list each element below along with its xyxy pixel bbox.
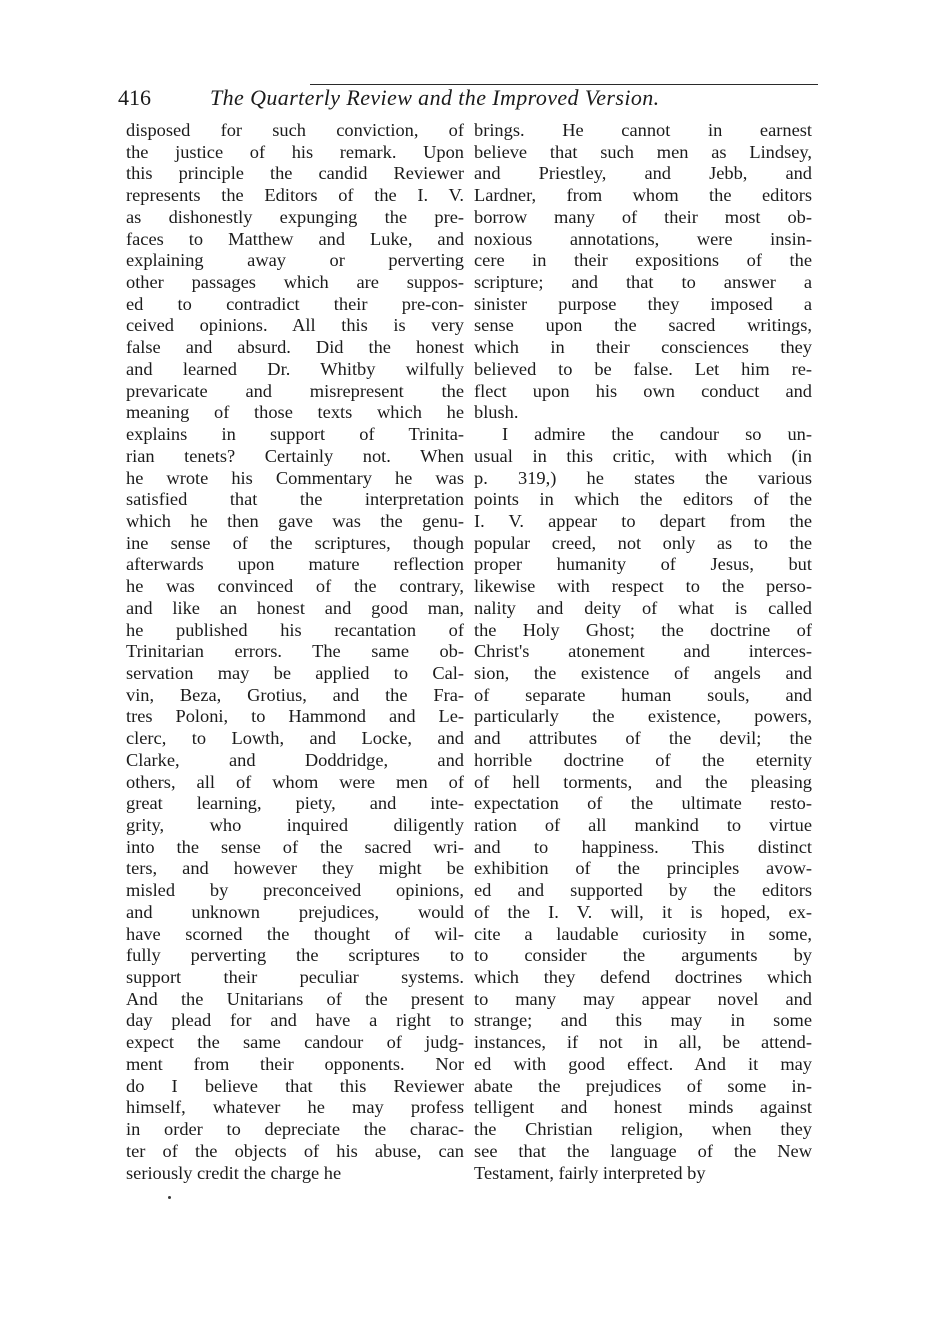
text-line: and to happiness. This distinct [474,836,812,857]
text-line: to many may appear novel and [474,988,812,1009]
text-line: ed to contradict their pre-con- [126,293,464,314]
text-line: misled by preconceived opinions, [126,880,464,901]
text-line: day plead for and have a right to [126,1010,464,1031]
text-line: likewise with respect to the perso- [474,576,812,597]
text-line: ter of the objects of his abuse, can [126,1140,464,1161]
text-line: and Priestley, and Jebb, and [474,163,812,184]
text-line: brings. He cannot in earnest [474,120,812,140]
text-line: satisfied that the interpretation [126,489,464,510]
text-line: explaining away or perverting [126,250,464,271]
text-line: exhibition of the principles avow- [474,858,812,879]
text-line: ment from their opponents. Nor [126,1053,464,1074]
text-line: Clarke, and Doddridge, and [126,749,464,770]
text-line: scripture; and that to answer a [474,272,812,293]
text-line: clerc, to Lowth, and Locke, and [126,728,464,749]
text-line: in order to depreciate the charac- [126,1119,464,1140]
text-line: the Christian religion, when they [474,1119,812,1140]
page-number: 416 [118,85,151,110]
text-line: which he then gave was the genu- [126,510,464,531]
text-line: and learned Dr. Whitby wilfully [126,358,464,379]
text-line: sense upon the sacred writings, [474,315,812,336]
text-line: believe that such men as Lindsey, [474,141,812,162]
text-line: vin, Beza, Grotius, and the Fra- [126,684,464,705]
text-line: ters, and however they might be [126,858,464,879]
text-line: great learning, piety, and inte- [126,793,464,814]
text-line: to consider the arguments by [474,945,812,966]
text-line: faces to Matthew and Luke, and [126,228,464,249]
text-line: points in which the editors of the [474,489,812,510]
text-line: noxious annotations, were insin- [474,228,812,249]
text-line: horrible doctrine of the eternity [474,749,812,770]
text-line: he was convinced of the contrary, [126,576,464,597]
header-rule [310,84,818,85]
text-line: rian tenets? Certainly not. When [126,445,464,466]
text-line: ration of all mankind to virtue [474,815,812,835]
text-line: do I believe that this Reviewer [126,1075,464,1096]
text-line: sinister purpose they imposed a [474,293,812,314]
text-line: instances, if not in all, be attend- [474,1032,812,1053]
text-line: prevaricate and misrepresent the [126,380,464,401]
text-line: of the I. V. will, it is hoped, ex- [474,901,812,922]
text-line: meaning of those texts which he [126,402,464,423]
text-line: flect upon his own conduct and [474,380,812,401]
text-line: expectation of the ultimate resto- [474,793,812,814]
text-line: I. V. appear to depart from the [474,510,812,531]
text-line: proper humanity of Jesus, but [474,554,812,575]
text-line: afterwards upon mature reflection [126,554,464,575]
text-line: disposed for such conviction, of [126,120,464,140]
text-line: himself, whatever he may profess [126,1097,464,1118]
text-line: I admire the candour so un- [502,424,812,445]
running-title: The Quarterly Review and the Improved Version. [210,85,660,110]
text-line: the justice of his remark. Upon [126,141,464,162]
text-line: ine sense of the scriptures, though [126,532,464,553]
text-line: believed to be false. Let him re- [474,358,812,379]
text-line: ed with good effect. And it may [474,1053,812,1074]
text-line: usual in this critic, with which (in [474,445,812,466]
text-line: telligent and honest minds against [474,1097,812,1118]
text-line: ceived opinions. All this is very [126,315,464,336]
text-line: see that the language of the New [474,1140,812,1161]
text-line: And the Unitarians of the present [126,988,464,1009]
text-line: into the sense of the sacred wri- [126,836,464,857]
text-line: borrow many of their most ob- [474,206,812,227]
text-line: Testament, fairly interpreted by [474,1162,706,1183]
text-line: grity, who inquired diligently [126,815,464,835]
text-line: he published his recantation of [126,619,464,640]
text-line: Trinitarian errors. The same ob- [126,641,464,662]
text-line: represents the Editors of the I. V. [126,185,464,206]
text-line: and like an honest and good man, [126,597,464,618]
text-line: strange; and this may in some [474,1010,812,1031]
running-header [118,84,818,112]
text-line: he wrote his Commentary he was [126,467,464,488]
text-line: servation may be applied to Cal- [126,662,464,683]
text-line: abate the prejudices of some in- [474,1075,812,1096]
text-line: others, all of whom were men of [126,771,464,792]
text-line: which they defend doctrines which [474,967,812,988]
text-line: popular creed, not only as to the [474,532,812,553]
text-line: p. 319,) he states the various [474,467,812,488]
text-line: fully perverting the scriptures to [126,945,464,966]
text-line: of hell torments, and the pleasing [474,771,812,792]
text-line: ed and supported by the editors [474,880,812,901]
left-column [126,120,464,1184]
text-line: have scorned the thought of wil- [126,923,464,944]
text-line: other passages which are suppos- [126,272,464,293]
text-line: cere in their expositions of the [474,250,812,271]
text-line: this principle the candid Reviewer [126,163,464,184]
text-line: and attributes of the devil; the [474,728,812,749]
text-line: false and absurd. Did the honest [126,337,464,358]
text-line: seriously credit the charge he [126,1162,342,1183]
text-line: blush. [474,402,519,423]
text-line: of separate human souls, and [474,684,812,705]
text-line: tres Poloni, to Hammond and Le- [126,706,464,727]
text-line: particularly the existence, powers, [474,706,812,727]
text-line: expect the same candour of judg- [126,1032,464,1053]
text-line: and unknown prejudices, would [126,901,464,922]
text-line: as dishonestly expunging the pre- [126,206,464,227]
text-line: the Holy Ghost; the doctrine of [474,619,812,640]
text-line: support their peculiar systems. [126,967,464,988]
right-column [474,120,812,1184]
stray-ink-mark [168,1196,171,1199]
text-line: sion, the existence of angels and [474,662,812,683]
text-line: which in their consciences they [474,337,812,358]
text-line: nality and deity of what is called [474,597,812,618]
text-line: Lardner, from whom the editors [474,185,812,206]
text-line: cite a laudable curiosity in some, [474,923,812,944]
text-line: explains in support of Trinita- [126,424,464,445]
text-line: Christ's atonement and interces- [474,641,812,662]
